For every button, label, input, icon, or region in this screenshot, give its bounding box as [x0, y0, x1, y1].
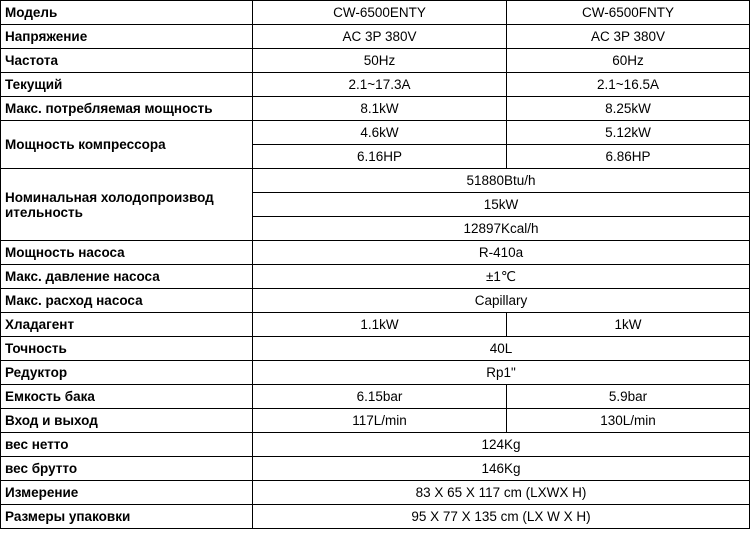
- row-pump-pressure: [1, 265, 750, 289]
- label-pump-power: Мощность насоса: [1, 241, 253, 265]
- value-pump-pressure: ±1℃: [253, 265, 750, 289]
- value-tank-capacity-1: 6.15bar: [253, 385, 507, 409]
- value-voltage-1: AC 3P 380V: [253, 25, 507, 49]
- row-dimensions: [1, 481, 750, 505]
- value-compressor-kw-2: 5.12kW: [507, 121, 750, 145]
- value-compressor-kw-1: 4.6kW: [253, 121, 507, 145]
- row-max-power: [1, 97, 750, 121]
- label-accuracy: Точность: [1, 337, 253, 361]
- row-pump-flow: [1, 289, 750, 313]
- row-current: [1, 73, 750, 97]
- row-gross-weight: [1, 457, 750, 481]
- value-dimensions: 83 X 65 X 117 cm (LXWX H): [253, 481, 750, 505]
- value-net-weight: 124Kg: [253, 433, 750, 457]
- value-cooling-kcal: 12897Kcal/h: [253, 217, 750, 241]
- label-frequency: Частота: [1, 49, 253, 73]
- label-package-dimensions: Размеры упаковки: [1, 505, 253, 529]
- label-gross-weight: вес брутто: [1, 457, 253, 481]
- value-pump-power: R-410a: [253, 241, 750, 265]
- label-cooling-capacity: Номинальная холодопроизвод ительность: [1, 169, 253, 241]
- value-package-dimensions: 95 X 77 X 135 cm (LX W X H): [253, 505, 750, 529]
- value-accuracy: 40L: [253, 337, 750, 361]
- value-compressor-hp-1: 6.16HP: [253, 145, 507, 169]
- label-net-weight: вес нетто: [1, 433, 253, 457]
- value-inlet-outlet-1: 117L/min: [253, 409, 507, 433]
- row-package-dimensions: [1, 505, 750, 529]
- value-voltage-2: AC 3P 380V: [507, 25, 750, 49]
- label-model: Модель: [1, 1, 253, 25]
- row-net-weight: [1, 433, 750, 457]
- label-tank-capacity: Емкость бака: [1, 385, 253, 409]
- value-max-power-1: 8.1kW: [253, 97, 507, 121]
- value-model-1: CW-6500ENTY: [253, 1, 507, 25]
- value-refrigerant-1: 1.1kW: [253, 313, 507, 337]
- label-refrigerant: Хладагент: [1, 313, 253, 337]
- label-inlet-outlet: Вход и выход: [1, 409, 253, 433]
- row-pump-power: [1, 241, 750, 265]
- value-max-power-2: 8.25kW: [507, 97, 750, 121]
- label-current: Текущий: [1, 73, 253, 97]
- value-inlet-outlet-2: 130L/min: [507, 409, 750, 433]
- row-model: [1, 1, 750, 25]
- value-cooling-kw: 15kW: [253, 193, 750, 217]
- row-voltage: [1, 25, 750, 49]
- value-tank-capacity-2: 5.9bar: [507, 385, 750, 409]
- label-dimensions: Измерение: [1, 481, 253, 505]
- label-pump-flow: Макс. расход насоса: [1, 289, 253, 313]
- label-pump-pressure: Макс. давление насоса: [1, 265, 253, 289]
- value-current-1: 2.1~17.3A: [253, 73, 507, 97]
- value-compressor-hp-2: 6.86HP: [507, 145, 750, 169]
- row-cooling-btu: [1, 169, 750, 193]
- value-reducer: Rp1": [253, 361, 750, 385]
- value-refrigerant-2: 1kW: [507, 313, 750, 337]
- row-accuracy: [1, 337, 750, 361]
- value-current-2: 2.1~16.5A: [507, 73, 750, 97]
- row-refrigerant: [1, 313, 750, 337]
- value-frequency-2: 60Hz: [507, 49, 750, 73]
- value-pump-flow: Capillary: [253, 289, 750, 313]
- row-compressor-power-kw: [1, 121, 750, 145]
- row-reducer: [1, 361, 750, 385]
- label-voltage: Напряжение: [1, 25, 253, 49]
- row-frequency: [1, 49, 750, 73]
- label-reducer: Редуктор: [1, 361, 253, 385]
- row-tank-capacity: [1, 385, 750, 409]
- value-model-2: CW-6500FNTY: [507, 1, 750, 25]
- value-frequency-1: 50Hz: [253, 49, 507, 73]
- row-inlet-outlet: [1, 409, 750, 433]
- value-cooling-btu: 51880Btu/h: [253, 169, 750, 193]
- label-compressor-power: Мощность компрессора: [1, 121, 253, 169]
- value-gross-weight: 146Kg: [253, 457, 750, 481]
- label-max-power: Макс. потребляемая мощность: [1, 97, 253, 121]
